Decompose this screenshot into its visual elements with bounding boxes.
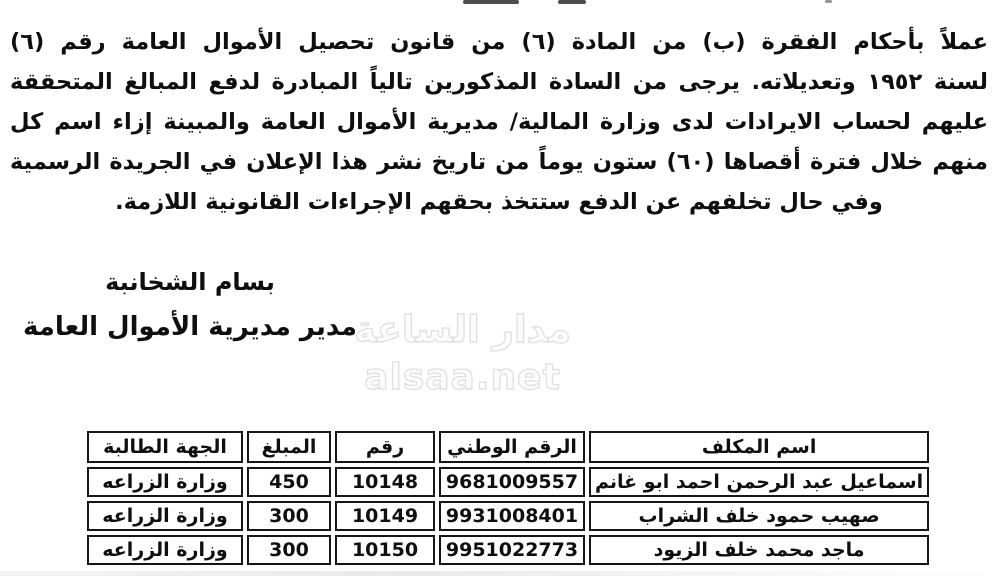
cell-case-number: 10149: [335, 501, 435, 531]
clipped-text-fragment: [558, 0, 586, 4]
paragraph-line: منهم خلال فترة أقصاها (٦٠) ستون يوماً من تاريخ نشر هذا الإعلان في الجريدة الرسمية: [10, 149, 988, 175]
cell-national-number: 9681009557: [439, 467, 585, 497]
cell-taxpayer-name: صهيب حمود خلف الشراب: [589, 501, 929, 531]
announcement-paragraph: [10, 22, 988, 222]
header-requesting-entity: الجهة الطالبة: [87, 431, 243, 463]
cell-case-number: 10150: [335, 535, 435, 565]
watermark-site-url: alsaa.net: [364, 357, 561, 398]
paragraph-line: عليهم لحساب الايرادات لدى وزارة المالية/ مديرية الأموال العامة والمبينة إزاء اسم كل: [10, 109, 988, 135]
header-taxpayer-name: اسم المكلف: [589, 431, 929, 463]
signature-block: [20, 260, 360, 350]
cell-national-number: 9931008401: [439, 501, 585, 531]
cell-requesting-entity: وزارة الزراعه: [87, 535, 243, 565]
cell-taxpayer-name: اسماعيل عبد الرحمن احمد ابو غانم: [589, 467, 929, 497]
table-row: [87, 535, 929, 565]
header-national-number: الرقم الوطني: [439, 431, 585, 463]
scan-edge-artifact: [0, 571, 1000, 576]
cell-amount: 300: [247, 535, 331, 565]
header-amount: المبلغ: [247, 431, 331, 463]
cell-requesting-entity: وزارة الزراعه: [87, 501, 243, 531]
cell-requesting-entity: وزارة الزراعه: [87, 467, 243, 497]
cell-case-number: 10148: [335, 467, 435, 497]
cell-taxpayer-name: ماجد محمد خلف الزيود: [589, 535, 929, 565]
taxpayers-table-wrap: [83, 427, 933, 569]
clipped-text-fragment: [825, 0, 832, 3]
paragraph-line: عملاً بأحكام الفقرة (ب) من المادة (٦) من قانون تحصيل الأموال العامة رقم (٦): [10, 29, 988, 55]
cell-amount: 300: [247, 501, 331, 531]
cell-amount: 450: [247, 467, 331, 497]
watermark-arabic-text: مدار الساعة: [354, 308, 571, 351]
paragraph-line: وفي حال تخلفهم عن الدفع ستتخذ بحقهم الإجراءات القانونية اللازمة.: [115, 189, 883, 215]
table-header-row: [87, 431, 929, 463]
taxpayers-table: [83, 427, 933, 569]
signatory-name: بسام الشخانبة: [105, 268, 275, 296]
clipped-text-fragment: [463, 0, 519, 4]
header-case-number: رقم: [335, 431, 435, 463]
table-row: [87, 501, 929, 531]
signatory-title: مدير مديرية الأموال العامة: [23, 312, 357, 342]
watermark: [350, 304, 575, 400]
paragraph-line: لسنة ١٩٥٢ وتعديلاته. يرجى من السادة المذكورين تالياً المبادرة لدفع المبالغ المتحققة: [10, 69, 988, 95]
table-row: [87, 467, 929, 497]
cell-national-number: 9951022773: [439, 535, 585, 565]
